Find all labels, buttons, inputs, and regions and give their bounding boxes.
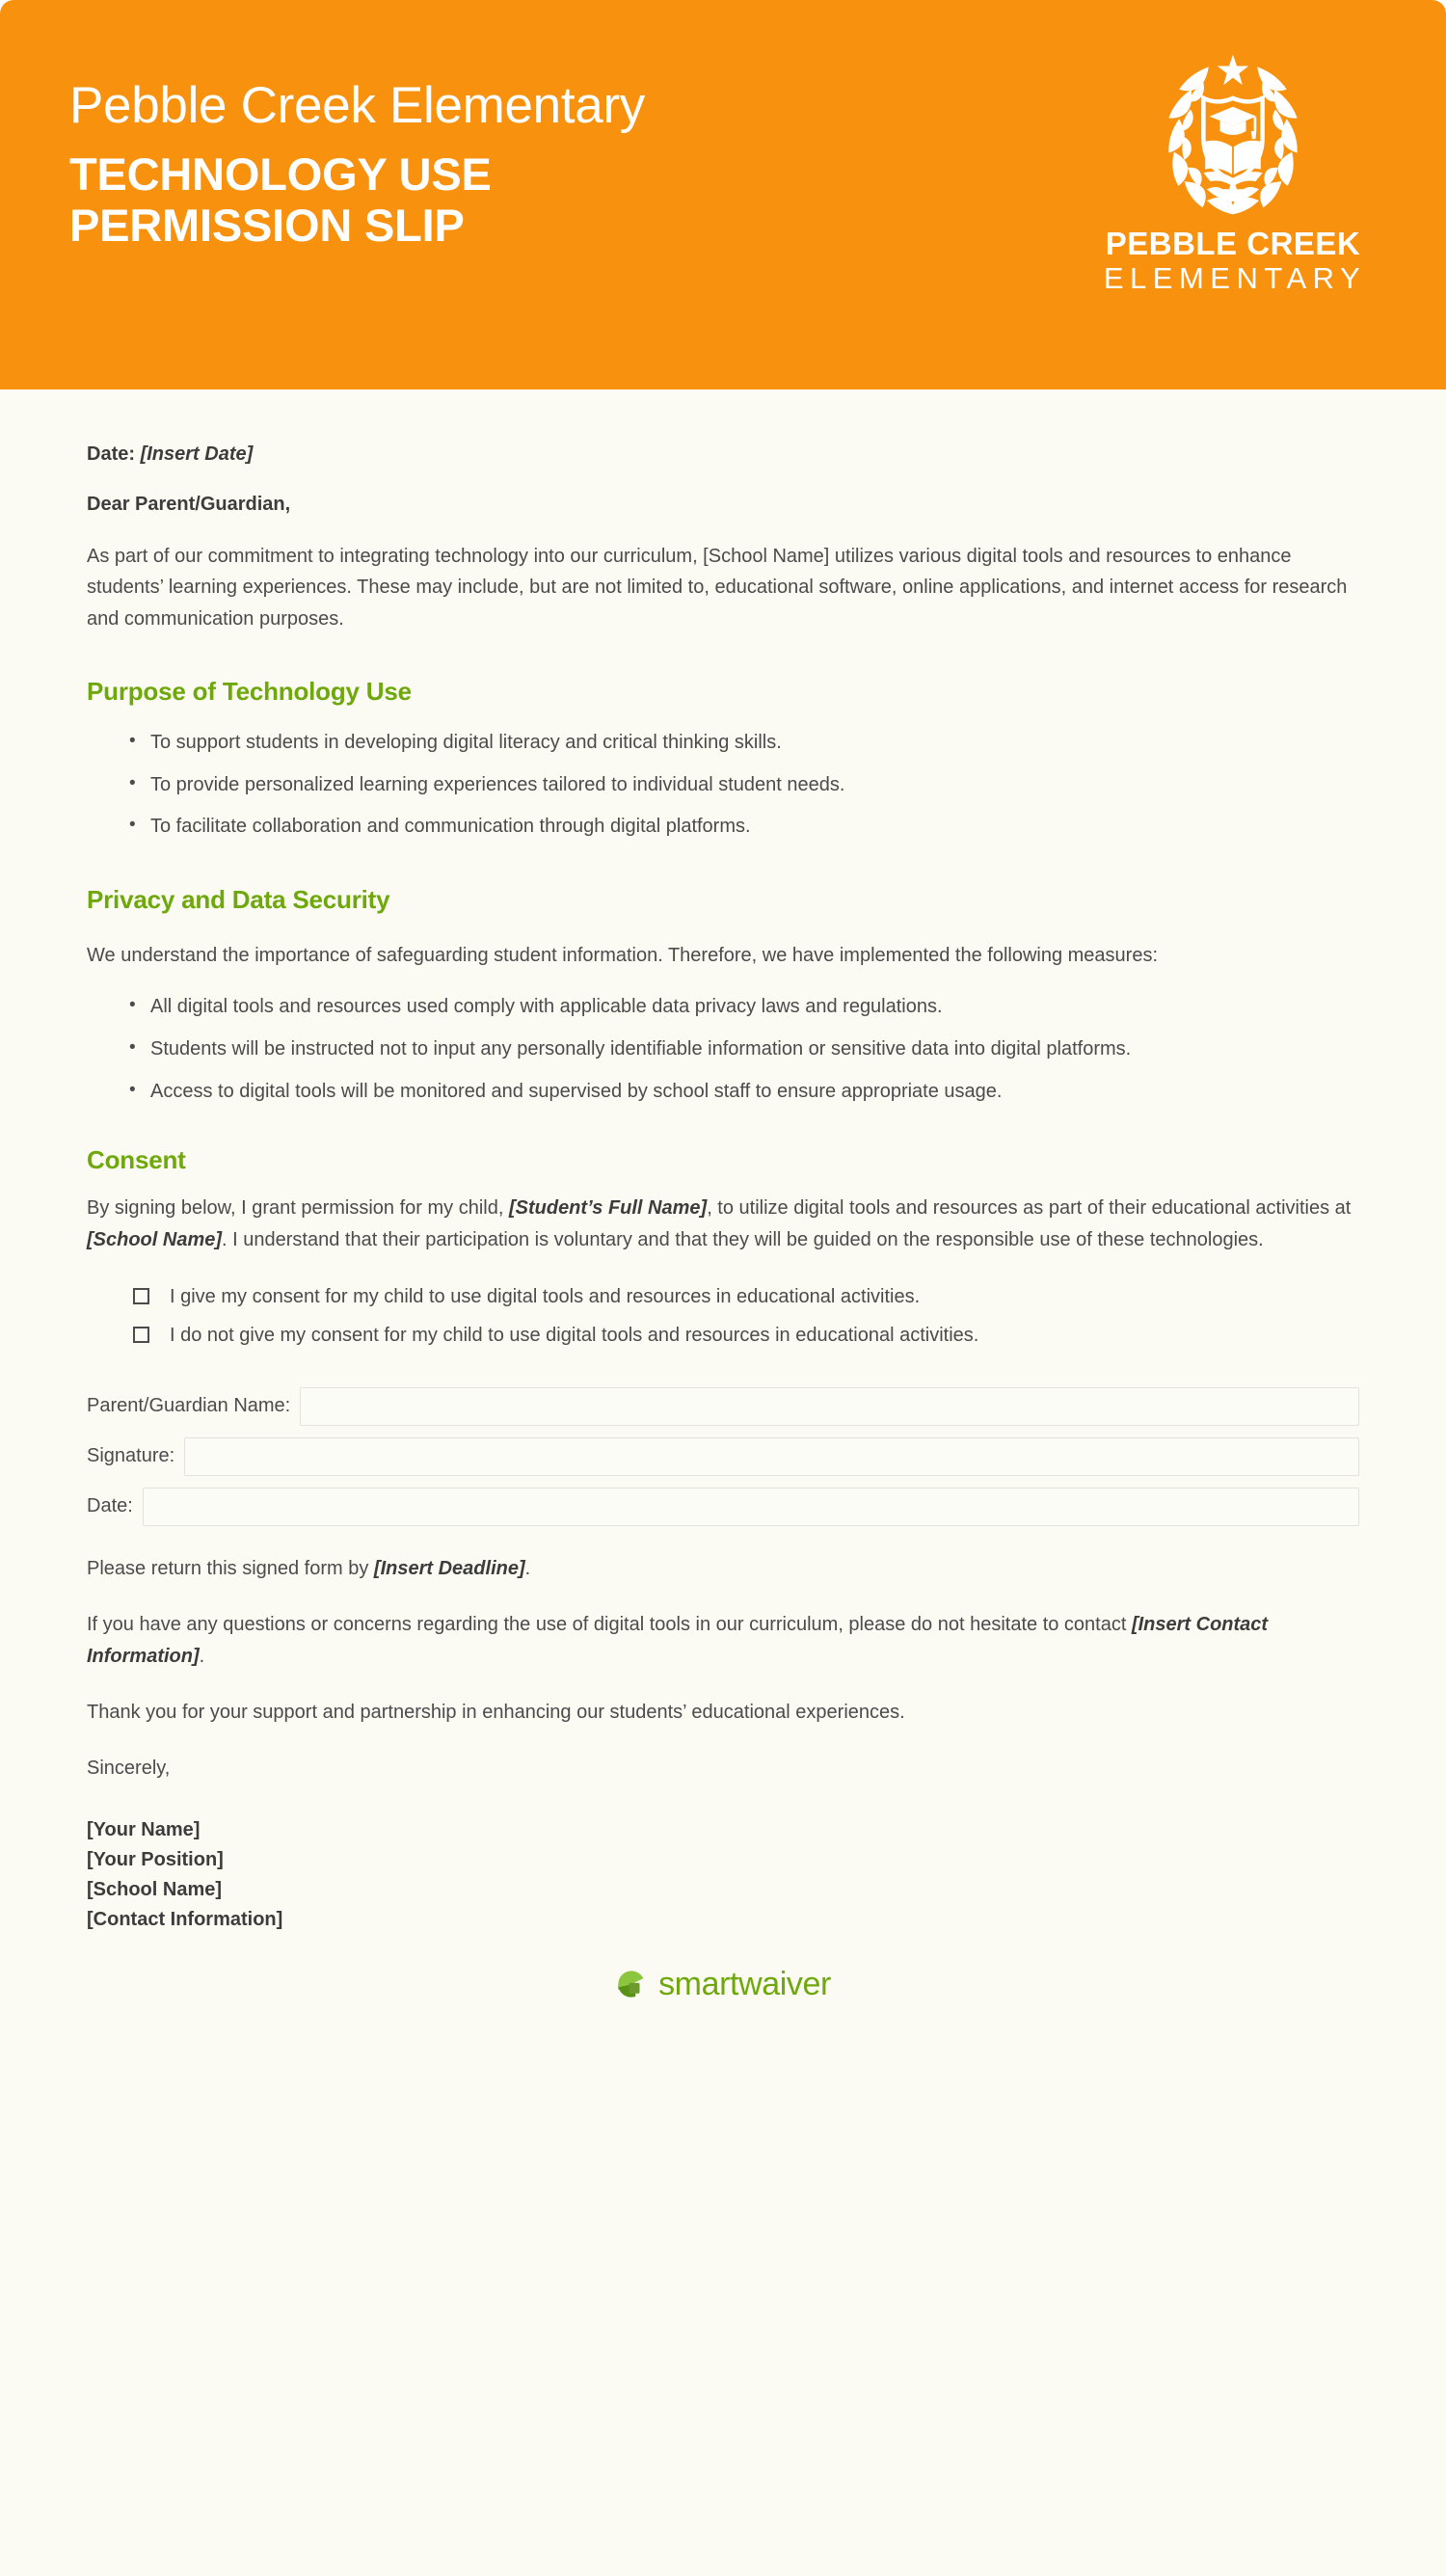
date-label: Date: [87, 443, 136, 465]
signature-line: [School Name] [87, 1878, 223, 1900]
header-title-block [69, 0, 645, 251]
signature-input[interactable] [184, 1437, 1359, 1476]
document-title-line-1: TECHNOLOGY USE [69, 148, 492, 200]
signature-form [87, 1387, 1359, 1526]
field-row-signature [87, 1437, 1359, 1476]
questions-text-part-2: . [199, 1645, 205, 1667]
logo-wordmark-secondary: ELEMENTARY [1103, 260, 1367, 295]
smartwaiver-wordmark: smartwaiver [658, 1965, 831, 2002]
parent-name-label: Parent/Guardian Name: [87, 1395, 291, 1417]
smartwaiver-logo-icon [615, 1968, 648, 2000]
section-heading-privacy: Privacy and Data Security [87, 884, 390, 914]
school-crest-icon [1146, 44, 1320, 218]
logo-wordmark-primary: PEBBLE CREEK [1105, 226, 1361, 261]
consent-option-label: I do not give my consent for my child to use digital tools and resources in educational activities. [170, 1324, 979, 1346]
consent-paragraph [87, 1193, 1359, 1255]
parent-name-input[interactable] [300, 1387, 1359, 1426]
school-name-placeholder: [School Name] [87, 1228, 223, 1250]
list-item: • To support students in developing digital literacy and critical thinking skills. [127, 728, 1359, 759]
school-logo [1103, 0, 1367, 295]
checkbox-icon[interactable] [133, 1288, 149, 1304]
closing-block [87, 1553, 1359, 1935]
return-deadline-paragraph [87, 1553, 1359, 1584]
list-item: • All digital tools and resources used comply with applicable data privacy laws and regulations. [127, 992, 1359, 1023]
sincerely-line: Sincerely, [87, 1758, 171, 1780]
consent-option-yes[interactable] [133, 1282, 1359, 1312]
list-item: • Students will be instructed not to input any personally identifiable information or sensitive data into digital platforms. [127, 1034, 1359, 1065]
list-item: • Access to digital tools will be monitored and supervised by school staff to ensure appropriate usage. [127, 1077, 1359, 1108]
section-heading-consent: Consent [87, 1145, 186, 1175]
document-title [69, 148, 645, 251]
intro-paragraph: As part of our commitment to integrating technology into our curriculum, [School Name] utilizes various digital tools and resources to enhance students’ learning experiences. These may include, but are not limited to, educational software, online applications, and internet access for research and communication purposes. [87, 546, 1348, 630]
field-row-date [87, 1488, 1359, 1526]
section-heading-purpose: Purpose of Technology Use [87, 677, 412, 707]
consent-options-list [87, 1282, 1359, 1351]
field-row-parent-name [87, 1387, 1359, 1426]
document-body [0, 389, 1446, 2039]
salutation: Dear Parent/Guardian, [87, 494, 291, 515]
smartwaiver-footer [87, 1965, 1359, 2039]
signature-block [87, 1815, 1359, 1935]
date-field-label: Date: [87, 1495, 133, 1517]
list-item: • To provide personalized learning experiences tailored to individual student needs. [127, 770, 1359, 801]
thanks-paragraph: Thank you for your support and partnership in enhancing our students’ educational experiences. [87, 1702, 905, 1724]
privacy-list [87, 992, 1359, 1107]
consent-text-part-1: By signing below, I grant permission for my child, [87, 1197, 509, 1220]
signature-line: [Contact Information] [87, 1908, 283, 1930]
document-header [0, 0, 1446, 389]
signature-line: [Your Name] [87, 1818, 201, 1840]
contact-placeholder: [Insert Contact Information] [87, 1614, 1269, 1667]
consent-text-part-3: . I understand that their participation is voluntary and that they will be guided on the responsible use of these technologies. [222, 1228, 1264, 1250]
questions-text-part-1: If you have any questions or concerns regarding the use of digital tools in our curriculum, please do not hesitate to contact [87, 1614, 1132, 1636]
return-text-part-1: Please return this signed form by [87, 1557, 374, 1579]
document-title-line-2: PERMISSION SLIP [69, 199, 465, 251]
signature-line: [Your Position] [87, 1848, 224, 1870]
checkbox-icon[interactable] [133, 1327, 149, 1343]
consent-option-label: I give my consent for my child to use digital tools and resources in educational activities. [170, 1285, 921, 1307]
student-name-placeholder: [Student’s Full Name] [508, 1197, 708, 1220]
date-placeholder: [Insert Date] [140, 443, 254, 465]
school-name: Pebble Creek Elementary [69, 77, 646, 134]
deadline-placeholder: [Insert Deadline] [373, 1557, 525, 1579]
privacy-intro-paragraph: We understand the importance of safeguarding student information. Therefore, we have implemented the following measures: [87, 944, 1159, 966]
purpose-list [87, 728, 1359, 843]
questions-paragraph [87, 1609, 1359, 1672]
consent-text-part-2: , to utilize digital tools and resources as part of their educational activities at [707, 1197, 1352, 1220]
date-input[interactable] [143, 1488, 1359, 1526]
date-line [87, 440, 1359, 469]
signature-label: Signature: [87, 1445, 175, 1467]
return-text-part-2: . [524, 1557, 531, 1579]
list-item: • To facilitate collaboration and communication through digital platforms. [127, 812, 1359, 843]
consent-option-no[interactable] [133, 1321, 1359, 1351]
